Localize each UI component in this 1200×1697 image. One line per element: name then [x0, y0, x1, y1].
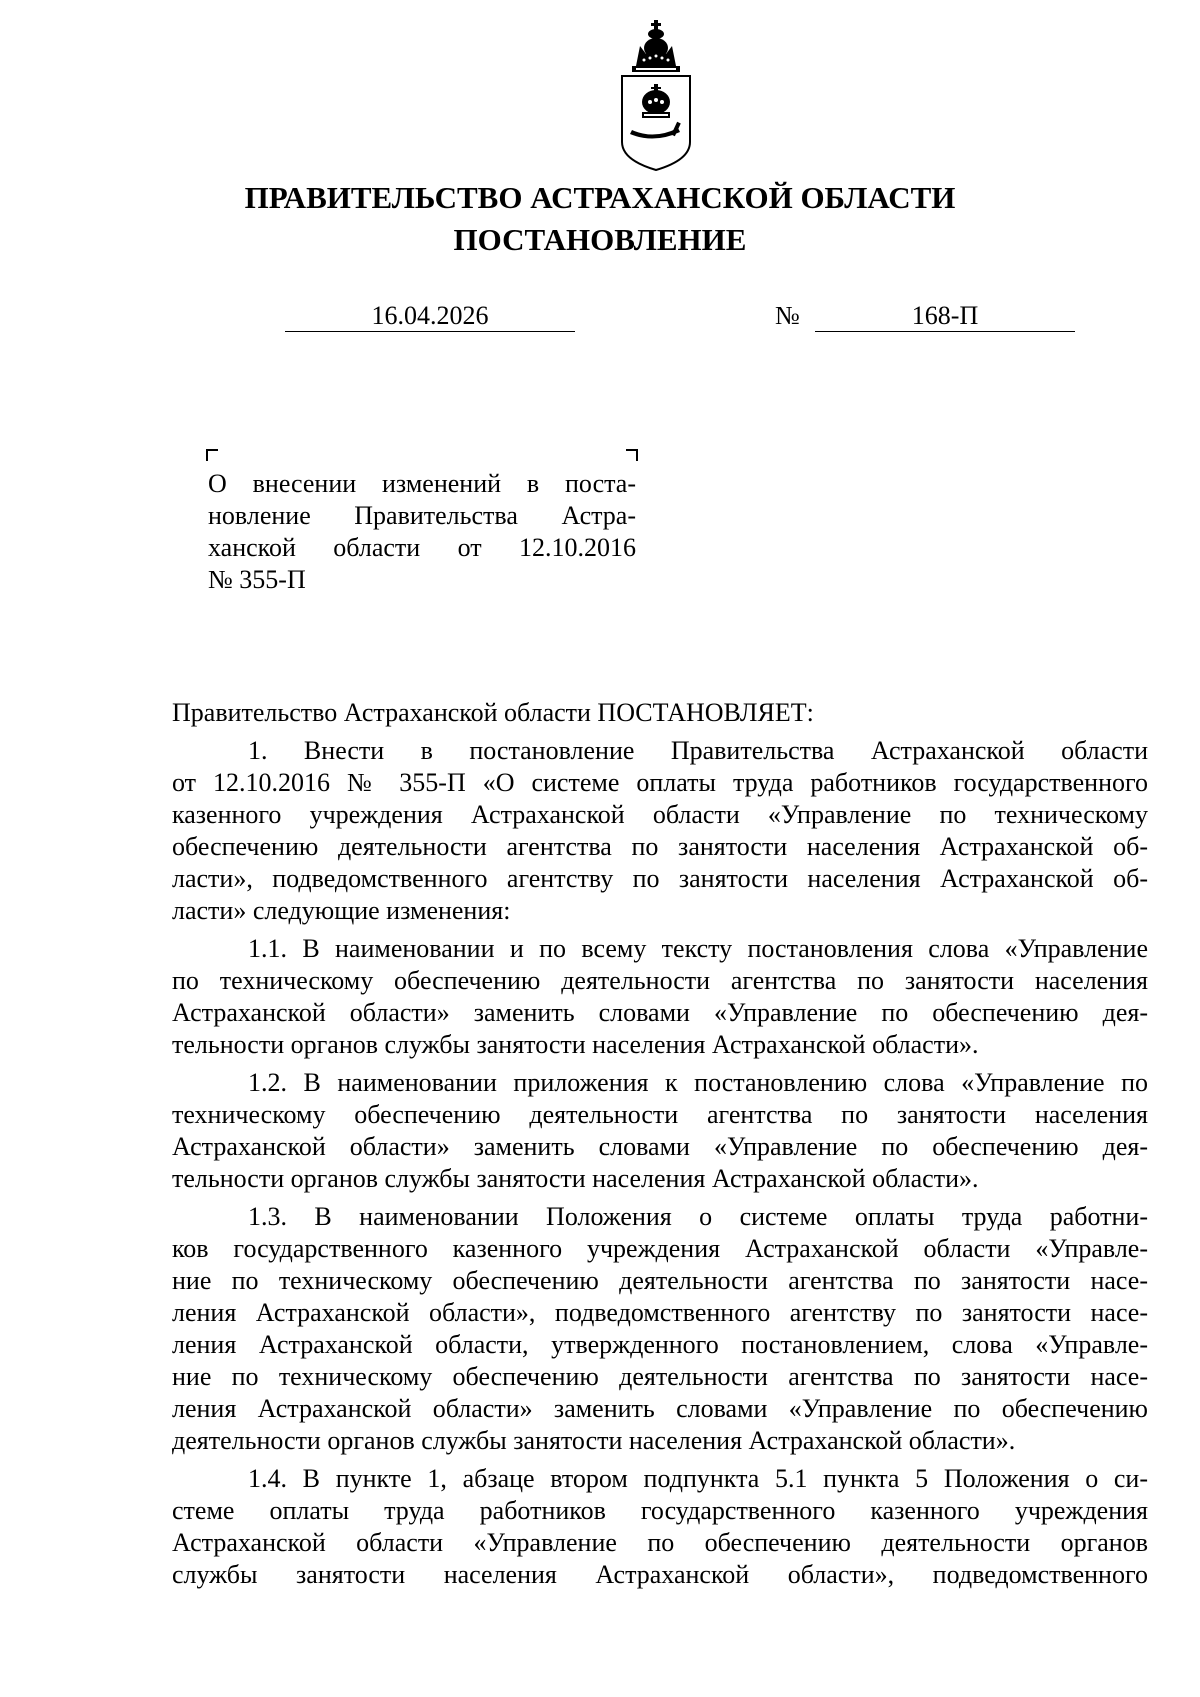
subject-corner-left [206, 449, 218, 461]
paragraph-1 [172, 735, 1148, 927]
text-line: службы занятости населения Астраханской области», подведомственного [172, 1560, 1148, 1589]
text-line: тельности органов службы занятости населения Астраханской области». [172, 1030, 979, 1059]
text-line: 1.1. В наименовании и по всему тексту постановления слова «Управление [248, 934, 1148, 963]
organization-title: ПРАВИТЕЛЬСТВО АСТРАХАНСКОЙ ОБЛАСТИ [244, 180, 956, 215]
text-line: ления Астраханской области», подведомственного агентству по занятости насе- [172, 1298, 1148, 1327]
text-line: ласти» следующие изменения: [172, 896, 511, 925]
document-body [172, 697, 1148, 1591]
text-line: тельности органов службы занятости населения Астраханской области». [172, 1164, 979, 1193]
text-line: Астраханской области «Управление по обеспечению деятельности органов [172, 1528, 1148, 1557]
text-line: 1.2. В наименовании приложения к постановлению слова «Управление по [248, 1068, 1148, 1097]
text-line: Астраханской области» заменить словами «Управление по обеспечению дея- [172, 998, 1148, 1027]
text-line: от 12.10.2016 № 355-П «О системе оплаты труда работников государственного [172, 768, 1148, 797]
text-line: техническому обеспечению деятельности агентства по занятости населения [172, 1100, 1148, 1129]
text-line: 1. Внести в постановление Правительства Астраханской области [248, 736, 1148, 765]
text-line: стеме оплаты труда работников государственного казенного учреждения [172, 1496, 1148, 1525]
text-line: казенного учреждения Астраханской области «Управление по техническому [172, 800, 1148, 829]
text-line: ласти», подведомственного агентству по занятости населения Астраханской об- [172, 864, 1148, 893]
number-sign: № [775, 301, 800, 330]
text-line: ления Астраханской области» заменить словами «Управление по обеспечению [172, 1394, 1148, 1423]
subject-corner-right [626, 449, 638, 461]
document-date: 16.04.2026 [285, 301, 575, 332]
coat-of-arms-emblem [618, 18, 694, 174]
text-line: ления Астраханской области, утвержденного постановлением, слова «Управле- [172, 1330, 1148, 1359]
resolution-intro: Правительство Астраханской области ПОСТАНОВЛЯЕТ: [172, 698, 814, 727]
subject-line: новление Правительства Астра- [208, 501, 636, 530]
paragraph-1-1 [172, 933, 1148, 1061]
text-line: ков государственного казенного учреждения Астраханской области «Управле- [172, 1234, 1148, 1263]
text-line: ние по техническому обеспечению деятельности агентства по занятости насе- [172, 1266, 1148, 1295]
text-line: деятельности органов службы занятости населения Астраханской области». [172, 1426, 1016, 1455]
document-number: 168-П [815, 301, 1075, 332]
subject-line: № 355-П [208, 565, 306, 594]
paragraph-1-2 [172, 1067, 1148, 1195]
document-type-title: ПОСТАНОВЛЕНИЕ [453, 222, 747, 257]
text-line: 1.4. В пункте 1, абзаце втором подпункта 5.1 пункта 5 Положения о си- [248, 1464, 1148, 1493]
paragraph-1-4 [172, 1463, 1148, 1591]
text-line: по техническому обеспечению деятельности агентства по занятости населения [172, 966, 1148, 995]
paragraph-1-3 [172, 1201, 1148, 1457]
subject-line: ханской области от 12.10.2016 [208, 533, 636, 562]
text-line: Астраханской области» заменить словами «Управление по обеспечению дея- [172, 1132, 1148, 1161]
subject-line: О внесении изменений в поста- [208, 469, 636, 498]
subject-block [208, 468, 636, 596]
text-line: ние по техническому обеспечению деятельности агентства по занятости насе- [172, 1362, 1148, 1391]
text-line: 1.3. В наименовании Положения о системе оплаты труда работни- [248, 1202, 1148, 1231]
text-line: обеспечению деятельности агентства по занятости населения Астраханской об- [172, 832, 1148, 861]
